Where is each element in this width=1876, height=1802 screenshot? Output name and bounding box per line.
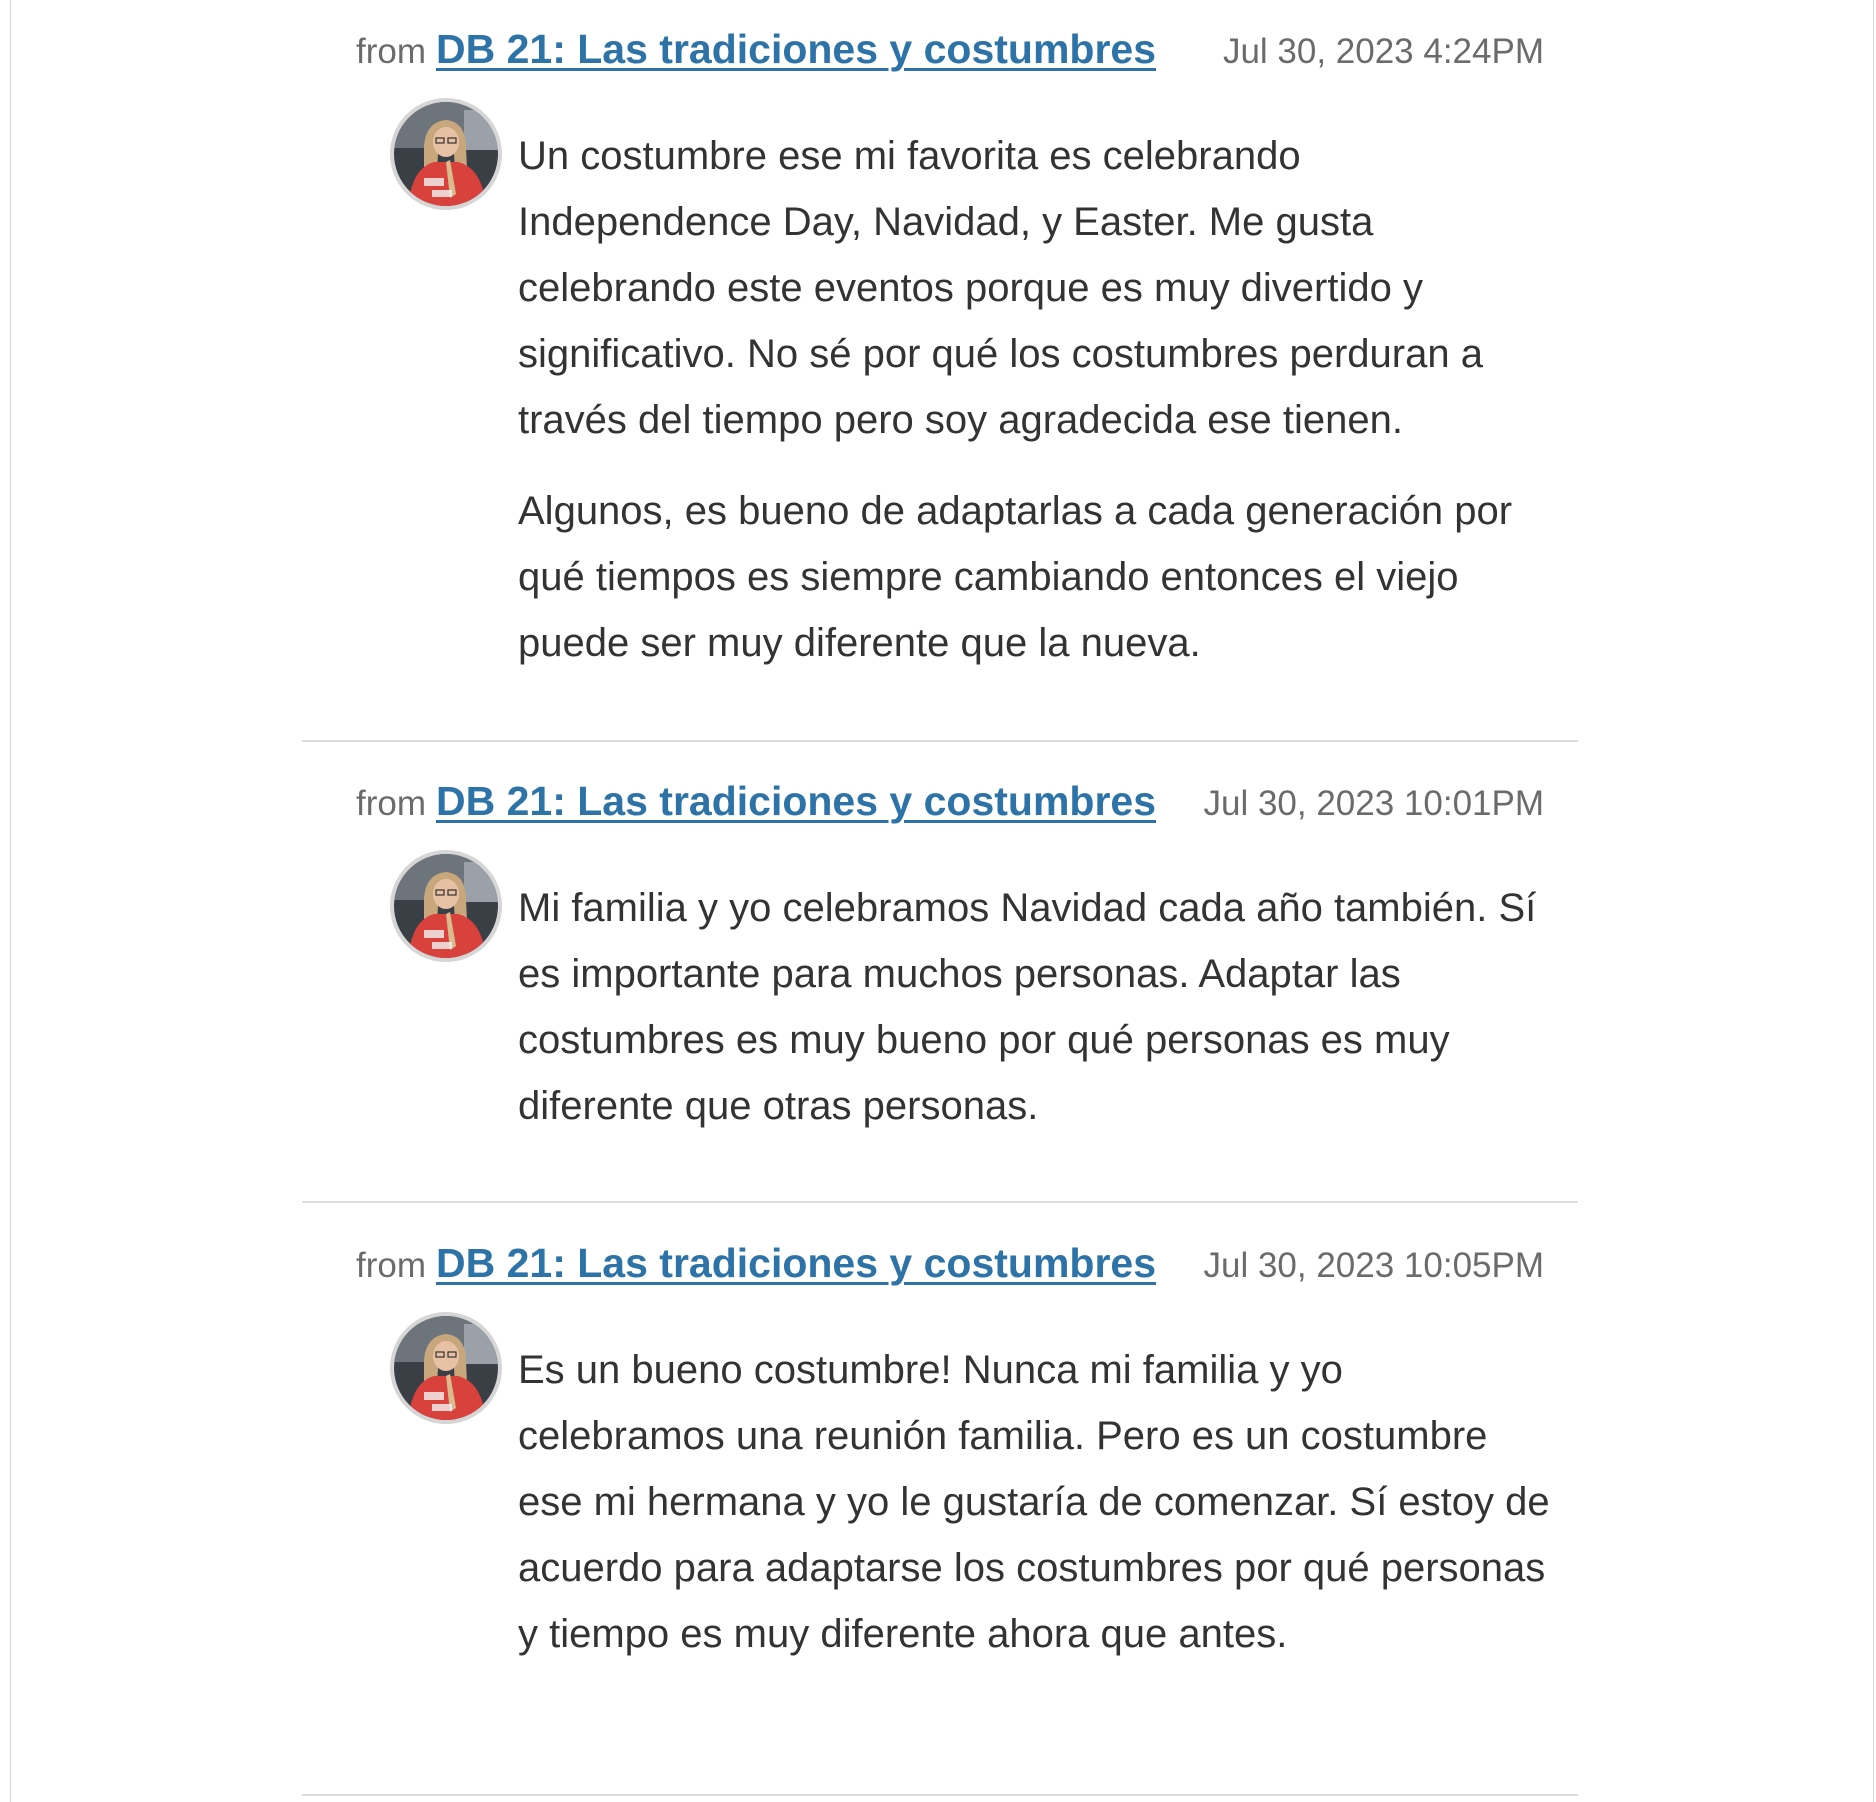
user-photo-icon <box>394 1316 498 1420</box>
divider <box>302 1794 1578 1796</box>
reply-body <box>518 1337 1558 1667</box>
divider <box>302 1201 1578 1203</box>
reply-header <box>356 778 1544 825</box>
reply-body <box>518 123 1558 676</box>
from-label: from <box>356 32 426 71</box>
timestamp: Jul 30, 2023 10:01PM <box>1203 784 1544 823</box>
from-label: from <box>356 784 426 823</box>
user-photo-icon <box>394 854 498 958</box>
topic-link[interactable]: DB 21: Las tradiciones y costumbres <box>436 778 1157 824</box>
reply-header <box>356 1240 1544 1287</box>
reply-paragraph: Es un bueno costumbre! Nunca mi familia y yo celebramos una reunión familia. Pero es un costumbre ese mi hermana y yo le gustaría de comenzar. Sí estoy de acuerdo para adaptarse los costumbres por qué personas y tiempo es muy diferente ahora que antes. <box>518 1348 1550 1656</box>
reply-body <box>518 875 1558 1139</box>
reply-paragraph: Algunos, es bueno de adaptarlas a cada generación por qué tiempos es siempre cambiando entonces el viejo puede ser muy diferente que la nueva. <box>518 489 1513 665</box>
timestamp: Jul 30, 2023 4:24PM <box>1222 32 1544 71</box>
divider <box>302 740 1578 742</box>
timestamp: Jul 30, 2023 10:05PM <box>1203 1246 1544 1285</box>
topic-link[interactable]: DB 21: Las tradiciones y costumbres <box>436 1240 1157 1286</box>
reply-paragraph: Mi familia y yo celebramos Navidad cada año también. Sí es importante para muchos personas. Adaptar las costumbres es muy bueno por qué personas es muy diferente que otras personas. <box>518 886 1537 1128</box>
reply-header <box>356 26 1544 73</box>
avatar[interactable] <box>390 98 502 210</box>
topic-link[interactable]: DB 21: Las tradiciones y costumbres <box>436 26 1157 72</box>
avatar[interactable] <box>390 1312 502 1424</box>
user-photo-icon <box>394 102 498 206</box>
reply-paragraph: Un costumbre ese mi favorita es celebrando Independence Day, Navidad, y Easter. Me gusta celebrando este eventos porque es muy divertido y significativo. No sé por qué los costumbres perduran a través del tiempo pero soy agradecida ese tienen. <box>518 134 1483 442</box>
avatar[interactable] <box>390 850 502 962</box>
from-label: from <box>356 1246 426 1285</box>
